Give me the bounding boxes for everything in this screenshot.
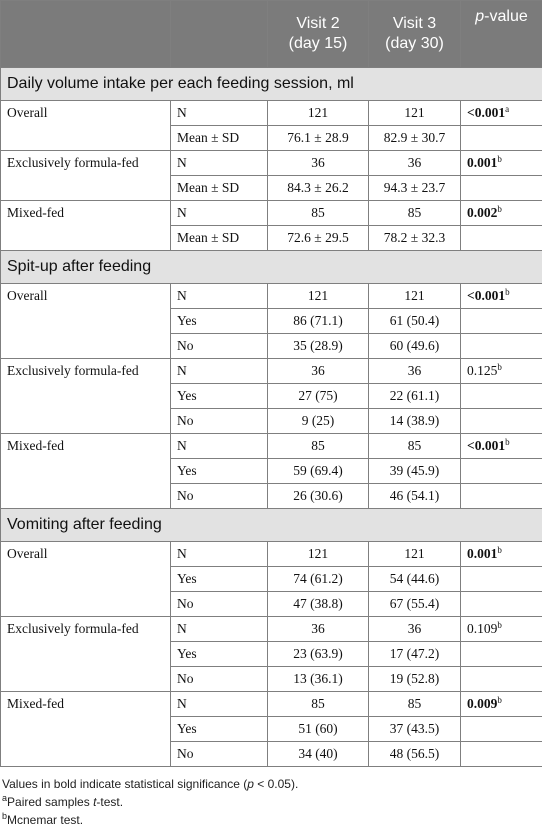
header-visit-2: Visit 2 (day 15): [268, 1, 369, 68]
visit-3-cell: 85: [369, 692, 461, 717]
visit-2-cell: 34 (40): [268, 742, 369, 767]
p-value-cell: [461, 151, 542, 176]
measure-label-cell: Yes: [171, 459, 268, 484]
p-value-text: 0.001: [467, 546, 497, 561]
measure-label-cell: Yes: [171, 642, 268, 667]
visit-3-cell: 94.3 ± 23.7: [369, 176, 461, 201]
visit-3-cell: 36: [369, 359, 461, 384]
visit-2-cell: 121: [268, 101, 369, 126]
measure-label-cell: N: [171, 359, 268, 384]
p-value-cell: [461, 592, 542, 617]
measure-label-cell: Yes: [171, 384, 268, 409]
header-p-value: p-value: [461, 1, 542, 68]
visit-2-cell: 27 (75): [268, 384, 369, 409]
header-measure: [171, 1, 268, 68]
group-name-cell: Overall: [1, 542, 171, 617]
visit-3-cell: 19 (52.8): [369, 667, 461, 692]
table-row: [1, 434, 542, 459]
p-value-text: <0.001: [467, 105, 505, 120]
table-row: [1, 284, 542, 309]
p-value-cell: [461, 667, 542, 692]
measure-label-cell: N: [171, 434, 268, 459]
visit-2-cell: 59 (69.4): [268, 459, 369, 484]
p-value-cell: [461, 101, 542, 126]
table-row: [1, 101, 542, 126]
p-value-cell: [461, 459, 542, 484]
visit-3-cell: 22 (61.1): [369, 384, 461, 409]
p-value-cell: [461, 201, 542, 226]
table-row: [1, 542, 542, 567]
group-name-cell: Overall: [1, 101, 171, 151]
visit-2-cell: 76.1 ± 28.9: [268, 126, 369, 151]
visit-3-cell: 36: [369, 151, 461, 176]
p-value-footnote-marker: b: [497, 204, 502, 214]
group-name-cell: Mixed-fed: [1, 434, 171, 509]
p-value-cell: [461, 226, 542, 251]
visit-3-cell: 82.9 ± 30.7: [369, 126, 461, 151]
p-value-cell: [461, 384, 542, 409]
measure-label-cell: No: [171, 334, 268, 359]
visit-2-cell: 13 (36.1): [268, 667, 369, 692]
p-value-footnote-marker: b: [497, 620, 502, 630]
section-header-row: [1, 251, 542, 284]
p-value-cell: [461, 542, 542, 567]
measure-label-cell: No: [171, 409, 268, 434]
measure-label-cell: N: [171, 542, 268, 567]
visit-3-cell: 54 (44.6): [369, 567, 461, 592]
visit-2-cell: 47 (38.8): [268, 592, 369, 617]
visit-2-cell: 72.6 ± 29.5: [268, 226, 369, 251]
visit-3-cell: 37 (43.5): [369, 717, 461, 742]
section-title: Spit-up after feeding: [1, 251, 542, 284]
visit-2-cell: 36: [268, 151, 369, 176]
table-row: [1, 617, 542, 642]
visit-3-cell: 85: [369, 434, 461, 459]
table-row: [1, 151, 542, 176]
p-value-cell: [461, 284, 542, 309]
p-value-cell: [461, 176, 542, 201]
p-value-cell: [461, 692, 542, 717]
visit-2-cell: 23 (63.9): [268, 642, 369, 667]
p-value-cell: [461, 742, 542, 767]
section-header-row: [1, 509, 542, 542]
visit-3-cell: 121: [369, 284, 461, 309]
footnote-a: $^a$Paired samples t-test.: [2, 793, 542, 811]
visit-2-cell: 121: [268, 542, 369, 567]
measure-label-cell: Yes: [171, 309, 268, 334]
group-name-cell: Overall: [1, 284, 171, 359]
measure-label-cell: Mean ± SD: [171, 126, 268, 151]
p-value-cell: [461, 409, 542, 434]
visit-2-cell: 85: [268, 201, 369, 226]
visit-3-cell: 121: [369, 542, 461, 567]
p-value-text: 0.109: [467, 621, 497, 636]
p-value-footnote-marker: a: [505, 104, 509, 114]
p-value-footnote-marker: b: [497, 695, 502, 705]
measure-label-cell: Yes: [171, 567, 268, 592]
group-name-cell: Mixed-fed: [1, 201, 171, 251]
p-value-footnote-marker: b: [497, 154, 502, 164]
group-name-cell: Exclusively formula-fed: [1, 359, 171, 434]
p-value-cell: [461, 484, 542, 509]
visit-2-cell: 74 (61.2): [268, 567, 369, 592]
header-row: [1, 1, 542, 68]
section-title: Vomiting after feeding: [1, 509, 542, 542]
p-value-footnote-marker: b: [497, 545, 502, 555]
visit-2-cell: 85: [268, 692, 369, 717]
group-name-cell: Exclusively formula-fed: [1, 617, 171, 692]
p-value-text: 0.125: [467, 363, 497, 378]
visit-3-cell: 36: [369, 617, 461, 642]
footnote-bold: Values in bold indicate statistical significance (p < 0.05).: [2, 775, 542, 793]
visit-2-cell: 35 (28.9): [268, 334, 369, 359]
visit-2-cell: 51 (60): [268, 717, 369, 742]
visit-3-cell: 60 (49.6): [369, 334, 461, 359]
p-value-text: 0.001: [467, 155, 497, 170]
p-value-cell: [461, 567, 542, 592]
measure-label-cell: N: [171, 692, 268, 717]
p-value-text: 0.009: [467, 696, 497, 711]
p-value-cell: [461, 309, 542, 334]
measure-label-cell: No: [171, 742, 268, 767]
p-value-cell: [461, 126, 542, 151]
visit-2-cell: 121: [268, 284, 369, 309]
p-value-footnote-marker: b: [497, 362, 502, 372]
p-value-footnote-marker: b: [505, 287, 510, 297]
visit-3-cell: 121: [369, 101, 461, 126]
measure-label-cell: No: [171, 484, 268, 509]
group-name-cell: Mixed-fed: [1, 692, 171, 767]
visit-3-cell: 14 (38.9): [369, 409, 461, 434]
p-value-cell: [461, 334, 542, 359]
group-name-cell: Exclusively formula-fed: [1, 151, 171, 201]
p-value-cell: [461, 434, 542, 459]
table-body: [1, 68, 542, 767]
p-value-cell: [461, 717, 542, 742]
visit-2-cell: 36: [268, 617, 369, 642]
measure-label-cell: No: [171, 667, 268, 692]
visit-3-cell: 39 (45.9): [369, 459, 461, 484]
p-value-cell: [461, 642, 542, 667]
p-value-cell: [461, 359, 542, 384]
visit-3-cell: 78.2 ± 32.3: [369, 226, 461, 251]
p-value-text: 0.002: [467, 205, 497, 220]
measure-label-cell: N: [171, 201, 268, 226]
table-row: [1, 359, 542, 384]
visit-3-cell: 61 (50.4): [369, 309, 461, 334]
table-footnotes: [0, 767, 542, 829]
measure-label-cell: No: [171, 592, 268, 617]
visit-3-cell: 85: [369, 201, 461, 226]
measure-label-cell: Yes: [171, 717, 268, 742]
visit-2-cell: 86 (71.1): [268, 309, 369, 334]
visit-2-cell: 26 (30.6): [268, 484, 369, 509]
measure-label-cell: Mean ± SD: [171, 226, 268, 251]
measure-label-cell: Mean ± SD: [171, 176, 268, 201]
measure-label-cell: N: [171, 151, 268, 176]
measure-label-cell: N: [171, 101, 268, 126]
visit-2-cell: 9 (25): [268, 409, 369, 434]
visit-3-cell: 17 (47.2): [369, 642, 461, 667]
visit-2-cell: 36: [268, 359, 369, 384]
measure-label-cell: N: [171, 617, 268, 642]
visit-3-cell: 48 (56.5): [369, 742, 461, 767]
table-row: [1, 692, 542, 717]
section-header-row: [1, 68, 542, 101]
visit-3-cell: 46 (54.1): [369, 484, 461, 509]
visit-2-cell: 84.3 ± 26.2: [268, 176, 369, 201]
footnote-b: $^b$Mcnemar test.: [2, 811, 542, 829]
header-visit-3: Visit 3 (day 30): [369, 1, 461, 68]
p-value-cell: [461, 617, 542, 642]
visit-2-cell: 85: [268, 434, 369, 459]
p-value-text: <0.001: [467, 438, 505, 453]
p-value-text: <0.001: [467, 288, 505, 303]
visit-3-cell: 67 (55.4): [369, 592, 461, 617]
p-value-footnote-marker: b: [505, 437, 510, 447]
measure-label-cell: N: [171, 284, 268, 309]
table-row: [1, 201, 542, 226]
header-group: [1, 1, 171, 68]
section-title: Daily volume intake per each feeding session, ml: [1, 68, 542, 101]
